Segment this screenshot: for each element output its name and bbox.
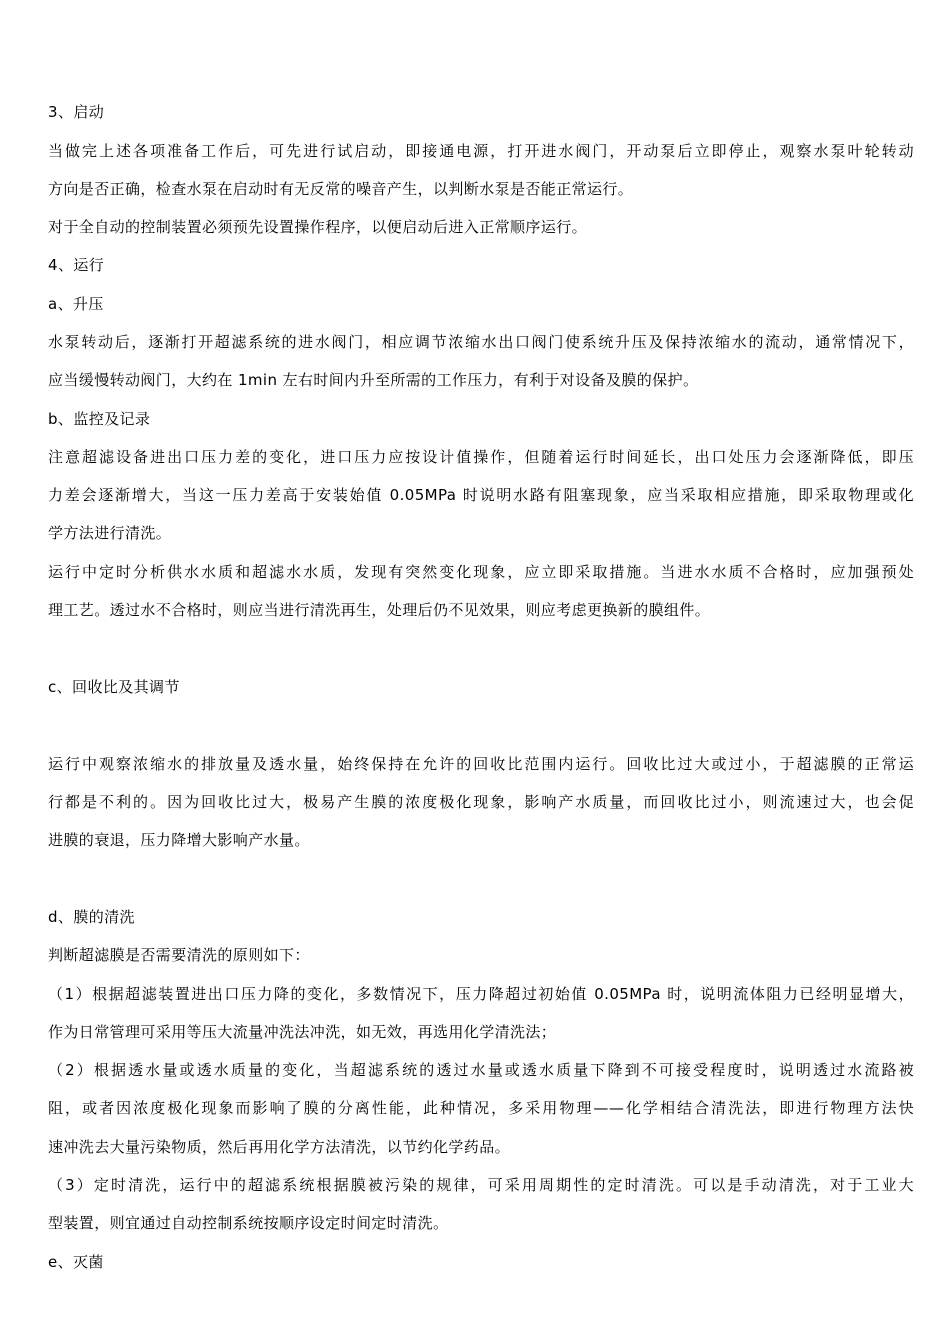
section-heading-startup: 3、启动	[48, 103, 105, 121]
paragraph-line: 理工艺。透过水不合格时，则应当进行清洗再生，处理后仍不见效果，则应考虑更换新的膜组件。	[48, 601, 711, 619]
paragraph-line: 速冲洗去大量污染物质，然后再用化学方法清洗，以节约化学药品。	[48, 1138, 511, 1156]
paragraph-line: 方向是否正确，检查水泵在启动时有无反常的噪音产生，以判断水泵是否能正常运行。	[48, 180, 634, 198]
paragraph-line: （1）根据超滤装置进出口压力降的变化，多数情况下，压力降超过初始值 0.05MPa 时，说明流体阻力已经明显增大，	[48, 985, 914, 1003]
paragraph-line: 行都是不利的。因为回收比过大，极易产生膜的浓度极化现象，影响产水质量，而回收比过小，则流速过大，也会促	[48, 793, 914, 811]
paragraph-line: 运行中观察浓缩水的排放量及透水量，始终保持在允许的回收比范围内运行。回收比过大或过小，于超滤膜的正常运	[48, 755, 914, 773]
paragraph-line: （3）定时清洗，运行中的超滤系统根据膜被污染的规律，可采用周期性的定时清洗。可以是手动清洗，对于工业大	[48, 1176, 914, 1194]
paragraph-line: 对于全自动的控制装置必须预先设置操作程序，以便启动后进入正常顺序运行。	[48, 218, 588, 236]
subsection-heading-boost: a、升压	[48, 295, 104, 313]
paragraph-line: （2）根据透水量或透水质量的变化，当超滤系统的透过水量或透水质量下降到不可接受程度时，说明透过水流路被	[48, 1061, 914, 1079]
paragraph-line: 判断超滤膜是否需要清洗的原则如下：	[48, 946, 310, 964]
paragraph-line: 力差会逐渐增大，当这一压力差高于安装始值 0.05MPa 时说明水路有阻塞现象，应当采取相应措施，即采取物理或化	[48, 486, 914, 504]
subsection-heading-membrane-cleaning: d、膜的清洗	[48, 908, 135, 926]
section-heading-operation: 4、运行	[48, 256, 105, 274]
paragraph-line: 型装置，则宜通过自动控制系统按顺序设定时间定时清洗。	[48, 1214, 449, 1232]
paragraph-line: 阻，或者因浓度极化现象而影响了膜的分离性能，此种情况，多采用物理——化学相结合清洗法，即进行物理方法快	[48, 1099, 914, 1117]
paragraph-line: 运行中定时分析供水水质和超滤水水质，发现有突然变化现象，应立即采取措施。当进水水质不合格时，应加强预处	[48, 563, 914, 581]
subsection-heading-recovery-ratio: c、回收比及其调节	[48, 678, 180, 696]
subsection-heading-monitoring: b、监控及记录	[48, 410, 151, 428]
paragraph-line: 进膜的衰退，压力降增大影响产水量。	[48, 831, 310, 849]
paragraph-line: 当做完上述各项准备工作后，可先进行试启动，即接通电源，打开进水阀门，开动泵后立即停止，观察水泵叶轮转动	[48, 142, 914, 160]
paragraph-line: 水泵转动后，逐渐打开超滤系统的进水阀门，相应调节浓缩水出口阀门使系统升压及保持浓缩水的流动，通常情况下，	[48, 333, 914, 351]
paragraph-line: 应当缓慢转动阀门，大约在 1min 左右时间内升至所需的工作压力，有利于对设备及膜的保护。	[48, 371, 699, 389]
paragraph-line: 注意超滤设备进出口压力差的变化，进口压力应按设计值操作，但随着运行时间延长，出口处压力会逐渐降低，即压	[48, 448, 914, 466]
paragraph-line: 学方法进行清洗。	[48, 524, 172, 542]
subsection-heading-sterilization: e、灭菌	[48, 1253, 104, 1271]
paragraph-line: 作为日常管理可采用等压大流量冲洗法冲洗，如无效，再选用化学清洗法；	[48, 1023, 557, 1041]
